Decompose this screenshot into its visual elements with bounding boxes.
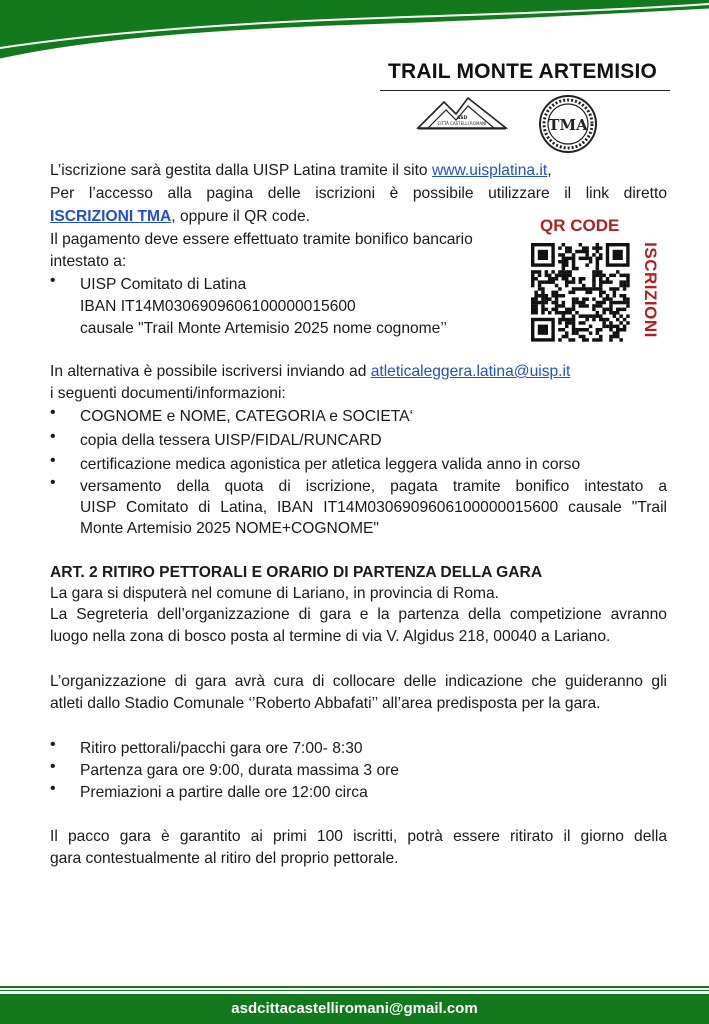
art2-p4-line-1: Il pacco gara è garantito ai primi 100 iscritti, potrà essere ritirato il giorno della (50, 828, 667, 845)
bank-iban: IBAN IT14M0306909606100000015600 (80, 298, 356, 315)
bullet-dot: • (50, 736, 56, 753)
footer-rule (0, 986, 709, 988)
bullet-dot: • (50, 758, 56, 775)
schedule-item: Ritiro pettorali/pacchi gara ore 7:00- 8:30 (80, 740, 363, 757)
logo-asd-text: ASD (456, 116, 468, 121)
logo-club-text: CITTÀ CASTELLI ROMANI (437, 121, 487, 126)
art2-heading: ART. 2 RITIRO PETTORALI E ORARIO DI PARTENZA DELLA GARA (50, 564, 543, 581)
bullet-dot: • (50, 474, 56, 491)
schedule-item: Partenza gara ore 9:00, durata massima 3 ore (80, 762, 399, 779)
bullet-dot: • (50, 404, 56, 421)
footer-rule (0, 990, 709, 991)
iscrizioni-tma-link[interactable]: ISCRIZIONI TMA (50, 208, 172, 225)
doc-item-4-line-2: UISP Comitato di Latina, IBAN IT14M0306909606100000015600 causale "Trail (80, 499, 667, 516)
intro-line-4: Il pagamento deve essere effettuato tramite bonifico bancario (50, 231, 473, 248)
qr-title: QR CODE (540, 216, 620, 235)
doc-item-4-line-1: versamento della quota di iscrizione, pagata tramite bonifico intestato a (80, 478, 667, 495)
bullet-dot: • (50, 780, 56, 797)
registration-qr-code[interactable] (528, 240, 632, 344)
alt-line-2: i seguenti documenti/informazioni: (50, 385, 286, 402)
bullet-dot: • (50, 272, 56, 289)
title-underline (380, 90, 670, 91)
uisplatina-link[interactable]: www.uisplatina.it (431, 162, 548, 179)
art2-p3-line-1: L’organizzazione di gara avrà cura di collocare delle indicazione che guideranno gli (50, 673, 667, 690)
doc-item: certificazione medica agonistica per atletica leggera valida anno in corso (80, 456, 581, 473)
bullet-dot: • (50, 428, 56, 445)
intro-text-1: L’iscrizione sarà gestita dalla UISP Latina tramite il sito (50, 162, 432, 179)
footer-email[interactable]: asdcittacastelliromani@gmail.com (231, 1000, 478, 1017)
tma-seal-logo (538, 94, 598, 154)
iscrizioni-vertical-label (638, 237, 662, 343)
art2-p3-line-2: atleti dallo Stadio Comunale ‘’Roberto Abbafati’’ all’area predisposta per la gara. (50, 695, 601, 712)
intro-text-3: , oppure il QR code. (171, 208, 310, 225)
doc-item: copia della tessera UISP/FIDAL/RUNCARD (80, 432, 382, 449)
doc-item-4-line-3: Monte Artemisio 2025 NOME+COGNOME" (80, 520, 379, 537)
bank-causale: causale "Trail Monte Artemisio 2025 nome cognome’’ (80, 320, 447, 337)
intro-line-1 (50, 160, 667, 182)
alt-text-1: In alternativa è possibile iscriversi inviando ad (50, 363, 371, 380)
seal-tma-text: TMA (548, 116, 588, 134)
bank-recipient: UISP Comitato di Latina (80, 276, 247, 293)
schedule-item: Premiazioni a partire dalle ore 12:00 circa (80, 784, 368, 801)
intro-text-1b: , (547, 162, 552, 179)
header-wave (0, 0, 709, 60)
art2-p4-line-2: gara contestualmente al ritiro del proprio pettorale. (50, 850, 399, 867)
art2-p2-line-1: La Segreteria dell’organizzazione di gara e la partenza della competizione avranno (50, 606, 667, 623)
asd-mountain-logo (416, 96, 508, 132)
doc-item: COGNOME e NOME, CATEGORIA e SOCIETA‘ (80, 408, 414, 425)
intro-line-2: Per l’accesso alla pagina delle iscrizioni è possibile utilizzare il link diretto (50, 185, 667, 202)
email-link[interactable]: atleticaleggera.latina@uisp.it (370, 363, 571, 380)
alt-line-1 (50, 361, 667, 383)
iscrizioni-text: ISCRIZIONI (641, 242, 660, 338)
art2-p2-line-2: luogo nella zona di bosco posta al termine di via V. Algidus 218, 00040 a Lariano. (50, 628, 611, 645)
bullet-dot: • (50, 452, 56, 469)
page-title: TRAIL MONTE ARTEMISIO (388, 60, 658, 83)
intro-line-5: intestato a: (50, 253, 127, 270)
art2-p1: La gara si disputerà nel comune di Lariano, in provincia di Roma. (50, 585, 500, 602)
